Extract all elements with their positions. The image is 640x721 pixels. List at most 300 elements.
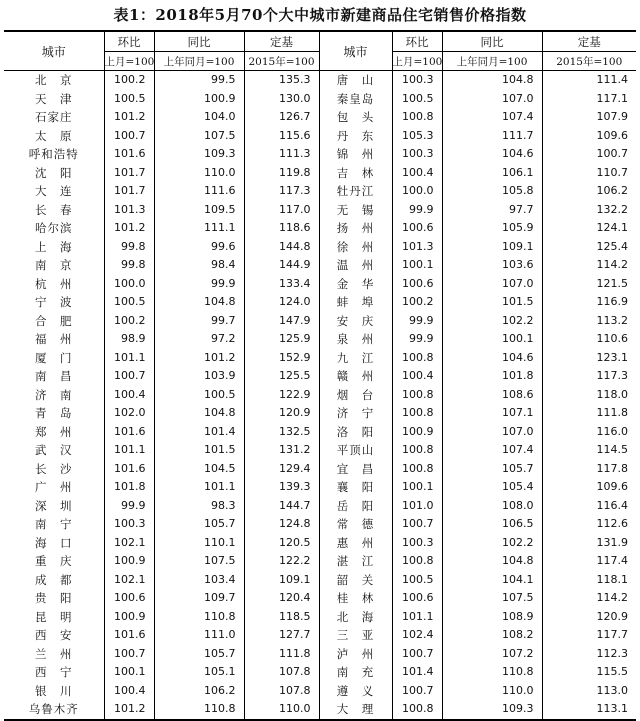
left-city-cell: 青 岛: [35, 406, 73, 420]
right-fixed-cell: 111.4: [542, 71, 636, 90]
left-fixed-cell: 115.6: [244, 127, 319, 146]
left-fixed-cell: 120.5: [244, 534, 319, 553]
fixed-base-left: 2015年=100: [244, 52, 319, 71]
left-yoy-cell: 101.5: [154, 441, 244, 460]
right-city-cell: 泉 州: [319, 330, 392, 349]
right-fixed-cell: 112.6: [542, 515, 636, 534]
table-row: [4, 312, 636, 331]
right-yoy-cell: 97.7: [442, 201, 542, 220]
right-city-cell: 大 理: [319, 700, 392, 720]
right-mom-cell: 102.4: [392, 626, 442, 645]
right-mom-cell: 100.7: [392, 645, 442, 664]
left-yoy-cell: 104.5: [154, 460, 244, 479]
mom-base-left: 上月=100: [104, 52, 154, 71]
left-city-cell: 西 宁: [35, 665, 73, 679]
right-city-cell: 遵 义: [319, 682, 392, 701]
table-row: [4, 127, 636, 146]
left-fixed-cell: 120.9: [244, 404, 319, 423]
left-mom-cell: 101.6: [104, 460, 154, 479]
right-mom-cell: 100.7: [392, 682, 442, 701]
left-yoy-cell: 101.2: [154, 349, 244, 368]
left-city-cell: 宁 波: [35, 295, 73, 309]
right-yoy-cell: 104.8: [442, 552, 542, 571]
right-yoy-cell: 108.2: [442, 626, 542, 645]
left-yoy-cell: 104.0: [154, 108, 244, 127]
left-yoy-cell: 104.8: [154, 404, 244, 423]
right-mom-cell: 100.7: [392, 515, 442, 534]
table-row: [4, 386, 636, 405]
table-row: [4, 552, 636, 571]
right-yoy-cell: 104.8: [442, 71, 542, 90]
right-city-cell: 洛 阳: [319, 423, 392, 442]
left-fixed-cell: 144.8: [244, 238, 319, 257]
right-yoy-cell: 107.5: [442, 589, 542, 608]
left-city-cell: 太 原: [35, 128, 73, 143]
right-yoy-cell: 105.7: [442, 460, 542, 479]
right-mom-cell: 100.1: [392, 478, 442, 497]
right-city-cell: 北 海: [319, 608, 392, 627]
right-yoy-cell: 103.6: [442, 256, 542, 275]
left-city-cell: 北 京: [35, 73, 73, 87]
right-yoy-cell: 108.9: [442, 608, 542, 627]
left-fixed-cell: 107.8: [244, 682, 319, 701]
left-city-cell: 长 春: [35, 202, 73, 217]
right-mom-cell: 100.1: [392, 256, 442, 275]
left-city-cell: 沈 阳: [35, 165, 73, 180]
right-fixed-cell: 118.1: [542, 571, 636, 590]
right-mom-cell: 100.8: [392, 386, 442, 405]
right-yoy-cell: 106.5: [442, 515, 542, 534]
right-fixed-cell: 111.8: [542, 404, 636, 423]
right-city-cell: 泸 州: [319, 645, 392, 664]
left-mom-cell: 101.2: [104, 219, 154, 238]
right-fixed-cell: 113.1: [542, 700, 636, 720]
right-yoy-cell: 102.2: [442, 534, 542, 553]
right-yoy-cell: 108.6: [442, 386, 542, 405]
table-row: [4, 367, 636, 386]
right-city-cell: 包 头: [319, 108, 392, 127]
left-yoy-cell: 107.5: [154, 127, 244, 146]
left-mom-cell: 101.8: [104, 478, 154, 497]
left-yoy-cell: 99.5: [154, 71, 244, 90]
table-row: [4, 534, 636, 553]
left-city-cell: 贵 阳: [35, 591, 73, 605]
left-mom-cell: 101.1: [104, 441, 154, 460]
right-mom-cell: 100.0: [392, 182, 442, 201]
table-row: [4, 515, 636, 534]
left-city-cell: 石家庄: [35, 110, 73, 124]
left-yoy-cell: 110.0: [154, 164, 244, 183]
right-mom-cell: 100.9: [392, 423, 442, 442]
right-mom-cell: 100.6: [392, 275, 442, 294]
right-mom-cell: 100.4: [392, 164, 442, 183]
left-mom-cell: 100.0: [104, 275, 154, 294]
right-yoy-cell: 111.7: [442, 127, 542, 146]
right-fixed-cell: 116.0: [542, 423, 636, 442]
right-mom-cell: 100.6: [392, 589, 442, 608]
left-fixed-cell: 120.4: [244, 589, 319, 608]
mom-header-right: 环比: [392, 31, 442, 52]
table-row: [4, 589, 636, 608]
right-city-cell: 宜 昌: [319, 460, 392, 479]
left-yoy-cell: 97.2: [154, 330, 244, 349]
left-city-cell: 合 肥: [35, 313, 73, 328]
right-fixed-cell: 116.9: [542, 293, 636, 312]
left-city-cell: 福 州: [35, 332, 73, 346]
left-city-cell: 海 口: [35, 535, 73, 550]
right-fixed-cell: 110.6: [542, 330, 636, 349]
right-yoy-cell: 102.2: [442, 312, 542, 331]
left-yoy-cell: 100.5: [154, 386, 244, 405]
right-fixed-cell: 116.4: [542, 497, 636, 516]
right-city-cell: 赣 州: [319, 367, 392, 386]
right-mom-cell: 99.9: [392, 201, 442, 220]
left-mom-cell: 100.5: [104, 90, 154, 109]
table-row: [4, 404, 636, 423]
left-mom-cell: 100.3: [104, 515, 154, 534]
right-mom-cell: 100.2: [392, 293, 442, 312]
left-mom-cell: 101.2: [104, 700, 154, 720]
left-yoy-cell: 110.8: [154, 608, 244, 627]
table-row: [4, 164, 636, 183]
left-city-cell: 济 南: [35, 387, 73, 402]
left-fixed-cell: 117.0: [244, 201, 319, 220]
left-mom-cell: 101.6: [104, 423, 154, 442]
table-row: [4, 108, 636, 127]
right-fixed-cell: 120.9: [542, 608, 636, 627]
table-row: [4, 682, 636, 701]
right-fixed-cell: 107.9: [542, 108, 636, 127]
right-city-cell: 徐 州: [319, 238, 392, 257]
right-city-cell: 金 华: [319, 275, 392, 294]
table-row: [4, 441, 636, 460]
right-fixed-cell: 124.1: [542, 219, 636, 238]
left-mom-cell: 100.1: [104, 663, 154, 682]
right-mom-cell: 100.5: [392, 90, 442, 109]
left-city-cell: 哈尔滨: [35, 221, 73, 235]
table-row: [4, 663, 636, 682]
table-row: [4, 182, 636, 201]
left-city-cell: 兰 州: [35, 646, 73, 661]
left-fixed-cell: 129.4: [244, 460, 319, 479]
right-yoy-cell: 109.1: [442, 238, 542, 257]
table-row: [4, 201, 636, 220]
right-city-cell: 九 江: [319, 349, 392, 368]
table-row: [4, 460, 636, 479]
left-city-cell: 天 津: [35, 91, 73, 106]
left-fixed-cell: 122.2: [244, 552, 319, 571]
left-mom-cell: 101.2: [104, 108, 154, 127]
right-city-cell: 桂 林: [319, 589, 392, 608]
city-header-left: 城市: [4, 31, 104, 71]
right-city-cell: 安 庆: [319, 312, 392, 331]
right-city-cell: 牡丹江: [319, 182, 392, 201]
left-fixed-cell: 126.7: [244, 108, 319, 127]
right-yoy-cell: 101.8: [442, 367, 542, 386]
left-fixed-cell: 122.9: [244, 386, 319, 405]
right-city-cell: 扬 州: [319, 219, 392, 238]
left-mom-cell: 100.7: [104, 127, 154, 146]
right-fixed-cell: 113.2: [542, 312, 636, 331]
left-mom-cell: 100.4: [104, 682, 154, 701]
right-mom-cell: 100.8: [392, 108, 442, 127]
table-row: [4, 478, 636, 497]
left-fixed-cell: 133.4: [244, 275, 319, 294]
right-yoy-cell: 100.1: [442, 330, 542, 349]
left-fixed-cell: 144.9: [244, 256, 319, 275]
fixed-header-right: 定基: [542, 31, 636, 52]
left-fixed-cell: 117.3: [244, 182, 319, 201]
right-fixed-cell: 114.5: [542, 441, 636, 460]
right-yoy-cell: 107.4: [442, 441, 542, 460]
right-mom-cell: 100.8: [392, 349, 442, 368]
left-city-cell: 广 州: [35, 480, 73, 494]
right-yoy-cell: 110.8: [442, 663, 542, 682]
left-city-cell: 郑 州: [35, 424, 73, 439]
left-city-cell: 南 昌: [35, 369, 73, 383]
left-city-cell: 南 京: [35, 258, 73, 272]
mom-base-right: 上月=100: [392, 52, 442, 71]
left-mom-cell: 100.4: [104, 386, 154, 405]
right-fixed-cell: 121.5: [542, 275, 636, 294]
left-mom-cell: 99.8: [104, 256, 154, 275]
right-fixed-cell: 118.0: [542, 386, 636, 405]
left-yoy-cell: 98.3: [154, 497, 244, 516]
table-row: [4, 571, 636, 590]
left-mom-cell: 100.9: [104, 608, 154, 627]
table-body: [4, 71, 636, 720]
table-row: [4, 626, 636, 645]
table-row: [4, 71, 636, 90]
table-row: [4, 497, 636, 516]
left-mom-cell: 100.7: [104, 645, 154, 664]
right-mom-cell: 100.6: [392, 219, 442, 238]
left-fixed-cell: 130.0: [244, 90, 319, 109]
right-mom-cell: 105.3: [392, 127, 442, 146]
left-yoy-cell: 111.1: [154, 219, 244, 238]
table-row: [4, 700, 636, 720]
fixed-header-left: 定基: [244, 31, 319, 52]
left-fixed-cell: 107.8: [244, 663, 319, 682]
right-yoy-cell: 108.0: [442, 497, 542, 516]
right-city-cell: 烟 台: [319, 386, 392, 405]
table-title: 表1：2018年5月70个大中城市新建商品住宅销售价格指数: [113, 6, 527, 24]
right-fixed-cell: 125.4: [542, 238, 636, 257]
left-fixed-cell: 135.3: [244, 71, 319, 90]
right-city-cell: 襄 阳: [319, 478, 392, 497]
table-row: [4, 645, 636, 664]
left-mom-cell: 100.2: [104, 71, 154, 90]
right-yoy-cell: 104.6: [442, 349, 542, 368]
left-city-cell: 深 圳: [35, 498, 73, 513]
left-mom-cell: 101.6: [104, 145, 154, 164]
left-yoy-cell: 110.8: [154, 700, 244, 720]
right-yoy-cell: 105.8: [442, 182, 542, 201]
left-fixed-cell: 118.6: [244, 219, 319, 238]
right-city-cell: 济 宁: [319, 404, 392, 423]
left-fixed-cell: 132.5: [244, 423, 319, 442]
left-fixed-cell: 147.9: [244, 312, 319, 331]
right-yoy-cell: 105.4: [442, 478, 542, 497]
left-yoy-cell: 100.9: [154, 90, 244, 109]
right-mom-cell: 100.8: [392, 460, 442, 479]
left-fixed-cell: 127.7: [244, 626, 319, 645]
right-yoy-cell: 101.5: [442, 293, 542, 312]
right-fixed-cell: 117.4: [542, 552, 636, 571]
left-mom-cell: 101.6: [104, 626, 154, 645]
right-mom-cell: 100.8: [392, 552, 442, 571]
right-city-cell: 丹 东: [319, 127, 392, 146]
right-fixed-cell: 132.2: [542, 201, 636, 220]
left-city-cell: 杭 州: [35, 276, 73, 291]
right-yoy-cell: 109.3: [442, 700, 542, 720]
left-yoy-cell: 101.1: [154, 478, 244, 497]
right-yoy-cell: 107.0: [442, 90, 542, 109]
right-fixed-cell: 131.9: [542, 534, 636, 553]
left-yoy-cell: 105.7: [154, 515, 244, 534]
left-mom-cell: 100.9: [104, 552, 154, 571]
right-yoy-cell: 110.0: [442, 682, 542, 701]
fixed-base-right: 2015年=100: [542, 52, 636, 71]
right-mom-cell: 99.9: [392, 312, 442, 331]
left-fixed-cell: 118.5: [244, 608, 319, 627]
table-row: [4, 238, 636, 257]
right-city-cell: 三 亚: [319, 626, 392, 645]
left-city-cell: 长 沙: [35, 461, 73, 476]
right-yoy-cell: 104.1: [442, 571, 542, 590]
left-mom-cell: 100.2: [104, 312, 154, 331]
left-city-cell: 重 庆: [35, 554, 73, 568]
right-fixed-cell: 115.5: [542, 663, 636, 682]
right-yoy-cell: 107.4: [442, 108, 542, 127]
right-mom-cell: 100.5: [392, 571, 442, 590]
left-yoy-cell: 111.0: [154, 626, 244, 645]
left-mom-cell: 99.9: [104, 497, 154, 516]
left-yoy-cell: 107.5: [154, 552, 244, 571]
left-mom-cell: 101.7: [104, 182, 154, 201]
left-fixed-cell: 131.2: [244, 441, 319, 460]
right-mom-cell: 101.4: [392, 663, 442, 682]
left-yoy-cell: 103.4: [154, 571, 244, 590]
left-yoy-cell: 109.5: [154, 201, 244, 220]
left-fixed-cell: 124.8: [244, 515, 319, 534]
left-yoy-cell: 99.7: [154, 312, 244, 331]
right-city-cell: 平顶山: [319, 441, 392, 460]
right-mom-cell: 100.8: [392, 404, 442, 423]
right-yoy-cell: 107.0: [442, 275, 542, 294]
right-city-cell: 无 锡: [319, 201, 392, 220]
left-yoy-cell: 105.1: [154, 663, 244, 682]
table-row: [4, 219, 636, 238]
left-mom-cell: 102.1: [104, 571, 154, 590]
left-yoy-cell: 106.2: [154, 682, 244, 701]
right-yoy-cell: 107.2: [442, 645, 542, 664]
left-yoy-cell: 101.4: [154, 423, 244, 442]
left-fixed-cell: 119.8: [244, 164, 319, 183]
left-mom-cell: 99.8: [104, 238, 154, 257]
yoy-header-right: 同比: [442, 31, 542, 52]
left-city-cell: 西 安: [35, 628, 73, 642]
left-yoy-cell: 109.7: [154, 589, 244, 608]
left-city-cell: 上 海: [35, 239, 73, 254]
left-fixed-cell: 152.9: [244, 349, 319, 368]
right-city-cell: 锦 州: [319, 145, 392, 164]
left-yoy-cell: 110.1: [154, 534, 244, 553]
right-city-cell: 岳 阳: [319, 497, 392, 516]
table-row: [4, 256, 636, 275]
left-fixed-cell: 144.7: [244, 497, 319, 516]
table-row: [4, 275, 636, 294]
right-fixed-cell: 117.8: [542, 460, 636, 479]
table-row: [4, 293, 636, 312]
left-fixed-cell: 139.3: [244, 478, 319, 497]
left-fixed-cell: 111.8: [244, 645, 319, 664]
left-mom-cell: 101.7: [104, 164, 154, 183]
right-mom-cell: 100.3: [392, 71, 442, 90]
left-mom-cell: 102.0: [104, 404, 154, 423]
left-mom-cell: 100.5: [104, 293, 154, 312]
left-yoy-cell: 99.6: [154, 238, 244, 257]
right-city-cell: 惠 州: [319, 534, 392, 553]
right-mom-cell: 100.4: [392, 367, 442, 386]
right-mom-cell: 99.9: [392, 330, 442, 349]
right-fixed-cell: 100.7: [542, 145, 636, 164]
left-fixed-cell: 125.9: [244, 330, 319, 349]
right-fixed-cell: 117.3: [542, 367, 636, 386]
right-city-cell: 唐 山: [319, 71, 392, 90]
left-city-cell: 武 汉: [35, 443, 73, 457]
table-row: [4, 330, 636, 349]
yoy-header-left: 同比: [154, 31, 244, 52]
right-fixed-cell: 109.6: [542, 127, 636, 146]
right-mom-cell: 100.3: [392, 145, 442, 164]
left-yoy-cell: 103.9: [154, 367, 244, 386]
price-index-table: [4, 30, 636, 721]
right-yoy-cell: 107.1: [442, 404, 542, 423]
left-mom-cell: 98.9: [104, 330, 154, 349]
right-city-cell: 南 充: [319, 663, 392, 682]
left-fixed-cell: 109.1: [244, 571, 319, 590]
left-yoy-cell: 109.3: [154, 145, 244, 164]
city-header-right: 城市: [319, 31, 392, 71]
right-city-cell: 常 德: [319, 515, 392, 534]
right-fixed-cell: 114.2: [542, 256, 636, 275]
left-yoy-cell: 99.9: [154, 275, 244, 294]
left-yoy-cell: 98.4: [154, 256, 244, 275]
right-city-cell: 吉 林: [319, 164, 392, 183]
left-fixed-cell: 124.0: [244, 293, 319, 312]
left-mom-cell: 100.7: [104, 367, 154, 386]
table-row: [4, 349, 636, 368]
right-fixed-cell: 123.1: [542, 349, 636, 368]
right-fixed-cell: 117.1: [542, 90, 636, 109]
right-city-cell: 蚌 埠: [319, 293, 392, 312]
left-fixed-cell: 111.3: [244, 145, 319, 164]
right-yoy-cell: 104.6: [442, 145, 542, 164]
right-fixed-cell: 114.2: [542, 589, 636, 608]
left-fixed-cell: 125.5: [244, 367, 319, 386]
left-city-cell: 昆 明: [35, 609, 73, 624]
table-row: [4, 145, 636, 164]
mom-header-left: 环比: [104, 31, 154, 52]
right-mom-cell: 101.0: [392, 497, 442, 516]
left-city-cell: 呼和浩特: [28, 147, 79, 161]
right-yoy-cell: 107.0: [442, 423, 542, 442]
left-fixed-cell: 110.0: [244, 700, 319, 720]
yoy-base-left: 上年同月=100: [154, 52, 244, 71]
right-mom-cell: 101.3: [392, 238, 442, 257]
left-mom-cell: 101.3: [104, 201, 154, 220]
